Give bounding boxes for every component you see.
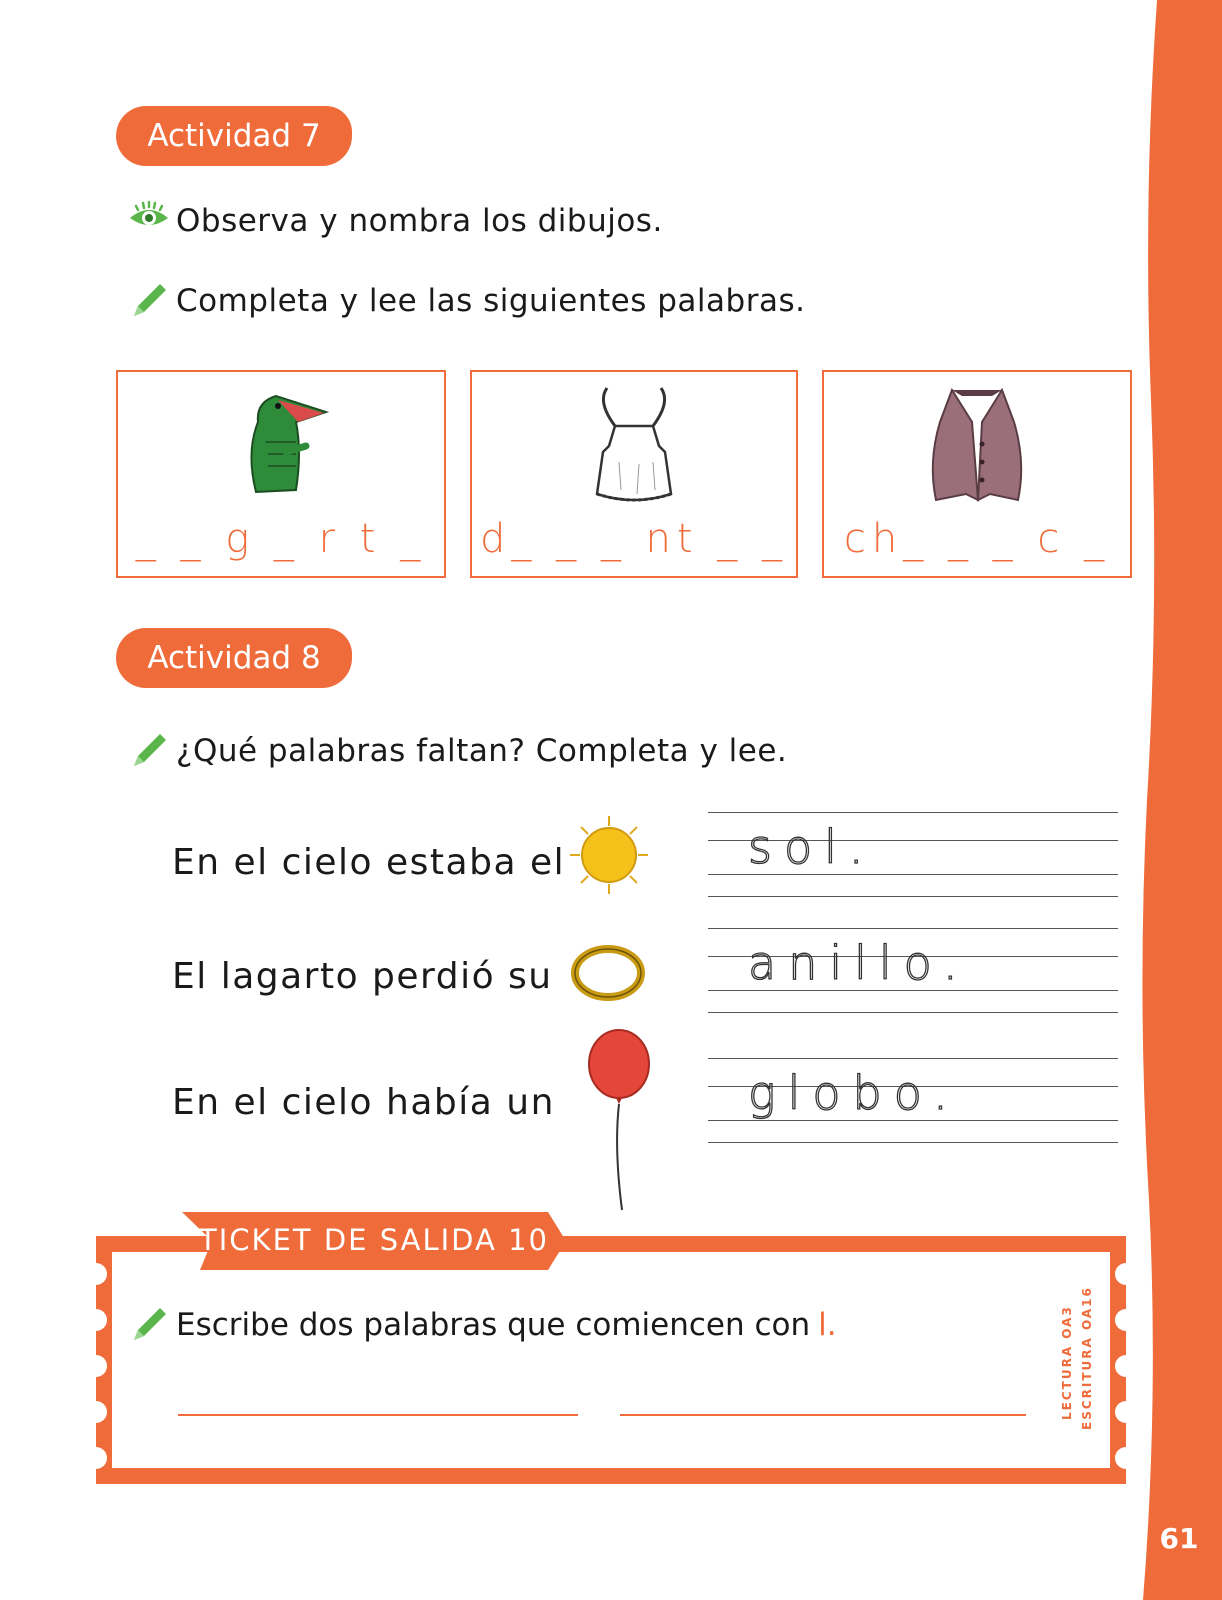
code-lectura: LECTURA OA3: [1060, 1305, 1074, 1420]
exit-ticket-frame: [96, 1236, 1126, 1484]
page-number: 61: [1159, 1522, 1199, 1555]
ticket-title: TICKET DE SALIDA 10: [199, 1223, 549, 1257]
activity-8-badge: Actividad 8: [116, 628, 352, 688]
activity-7-badge: Actividad 7: [116, 106, 352, 166]
sun-picture: [566, 812, 652, 898]
eye-icon: [126, 198, 172, 244]
pencil-icon: [126, 278, 172, 324]
traced-word[interactable]: sol.: [748, 820, 876, 874]
word-pattern: ch_ _ _ c _: [843, 516, 1111, 562]
word-pattern: _ _ g _ r t _: [135, 516, 427, 562]
side-bar: [1137, 0, 1222, 1600]
complete-text: Completa y lee las siguientes palabras.: [176, 283, 806, 319]
sentence-1: En el cielo estaba el: [172, 842, 566, 883]
crocodile-picture: [226, 382, 336, 502]
word-box-vest: [822, 370, 1132, 578]
code-escritura: ESCRITURA OA16: [1080, 1286, 1094, 1430]
ticket-letter: l.: [818, 1307, 837, 1343]
ring-picture: [570, 940, 646, 1006]
traced-word[interactable]: globo.: [748, 1066, 960, 1120]
writing-lines-3: [708, 1058, 1118, 1148]
ticket-instruction: [126, 1300, 837, 1350]
sentence-2: El lagarto perdió su: [172, 956, 553, 997]
pencil-icon: [126, 728, 172, 774]
traced-word[interactable]: anillo.: [748, 936, 970, 990]
pencil-icon: [126, 1302, 172, 1348]
sentence-3: En el cielo había un: [172, 1082, 555, 1123]
vest-picture: [922, 382, 1032, 508]
missing-words-instruction: [126, 726, 787, 776]
missing-words-text: ¿Qué palabras faltan? Completa y lee.: [176, 733, 788, 769]
writing-lines-2: [708, 928, 1118, 1018]
answer-line-2[interactable]: [620, 1414, 1026, 1416]
curriculum-codes: [1054, 1286, 1094, 1430]
ticket-instruction-text: Escribe dos palabras que comiencen con: [176, 1307, 811, 1343]
word-box-apron: [470, 370, 798, 578]
complete-instruction: [126, 276, 805, 326]
observe-text: Observa y nombra los dibujos.: [176, 203, 663, 239]
word-box-crocodile: [116, 370, 446, 578]
writing-lines-1: [708, 812, 1118, 902]
balloon-picture: [584, 1028, 654, 1212]
answer-line-1[interactable]: [178, 1414, 578, 1416]
word-pattern: d_ _ _ nt _ _: [480, 516, 788, 562]
observe-instruction: [126, 196, 663, 246]
apron-picture: [579, 382, 689, 508]
